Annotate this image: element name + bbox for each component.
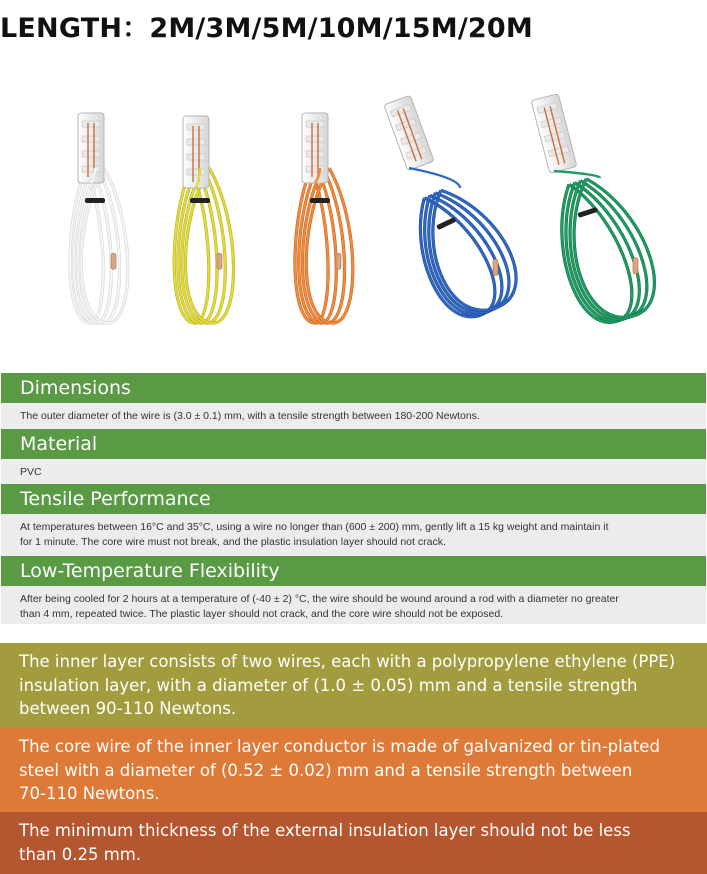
- note-line: The core wire of the inner layer conductor is made of galvanized or tin-plated: [19, 737, 660, 756]
- blue-cable-icon: [384, 95, 529, 328]
- spec-text: for 1 minute. The core wire must not break, and the plastic insulation layer should not crack.: [20, 536, 446, 548]
- yellow-cable-icon: [174, 116, 233, 323]
- note-line: between 90-110 Newtons.: [19, 699, 237, 718]
- white-cable-icon: [70, 113, 128, 323]
- spec-heading-low-temp: Low-Temperature Flexibility: [1, 556, 706, 586]
- note-line: The inner layer consists of two wires, each with a polypropylene ethylene (PPE): [19, 652, 676, 671]
- spec-text: After being cooled for 2 hours at a temperature of (-40 ± 2) °C, the wire should be wound around a rod with a diameter no greater: [20, 593, 619, 605]
- spec-heading-material: Material: [1, 429, 706, 459]
- note-inner-layer: [0, 643, 707, 728]
- green-cable-icon: [531, 94, 666, 331]
- note-core-wire: [0, 728, 707, 812]
- spec-text: At temperatures between 16°C and 35°C, using a wire no longer than (600 ± 200) mm, gently lift a 15 kg weight and maintain it: [20, 521, 609, 533]
- orange-cable-icon: [295, 113, 353, 323]
- note-line: The minimum thickness of the external insulation layer should not be less: [19, 821, 631, 840]
- note-line: than 0.25 mm.: [19, 844, 142, 864]
- spec-body-material: [1, 459, 706, 484]
- spec-heading-tensile: Tensile Performance: [1, 484, 706, 514]
- cable-product-image: [0, 78, 707, 348]
- spec-heading-dimensions: Dimensions: [1, 373, 706, 403]
- spec-body-tensile: [1, 514, 706, 556]
- length-title: LENGTH：2M/3M/5M/10M/15M/20M: [0, 13, 533, 44]
- spec-text: than 4 mm, repeated twice. The plastic layer should not crack, and the core wire should not be exposed.: [20, 608, 504, 620]
- spec-text: The outer diameter of the wire is (3.0 ± 0.1) mm, with a tensile strength between 180-200 Newtons.: [20, 410, 480, 422]
- spec-body-low-temp: [1, 586, 706, 624]
- note-line: 70-110 Newtons.: [19, 784, 160, 803]
- spec-body-dimensions: [1, 403, 706, 429]
- note-line: steel with a diameter of (0.52 ± 0.02) mm and a tensile strength between: [19, 760, 633, 780]
- spec-text: PVC: [20, 466, 42, 478]
- note-line: insulation layer, with a diameter of (1.0 ± 0.05) mm and a tensile strength: [19, 675, 638, 695]
- note-external-insulation: [0, 812, 707, 874]
